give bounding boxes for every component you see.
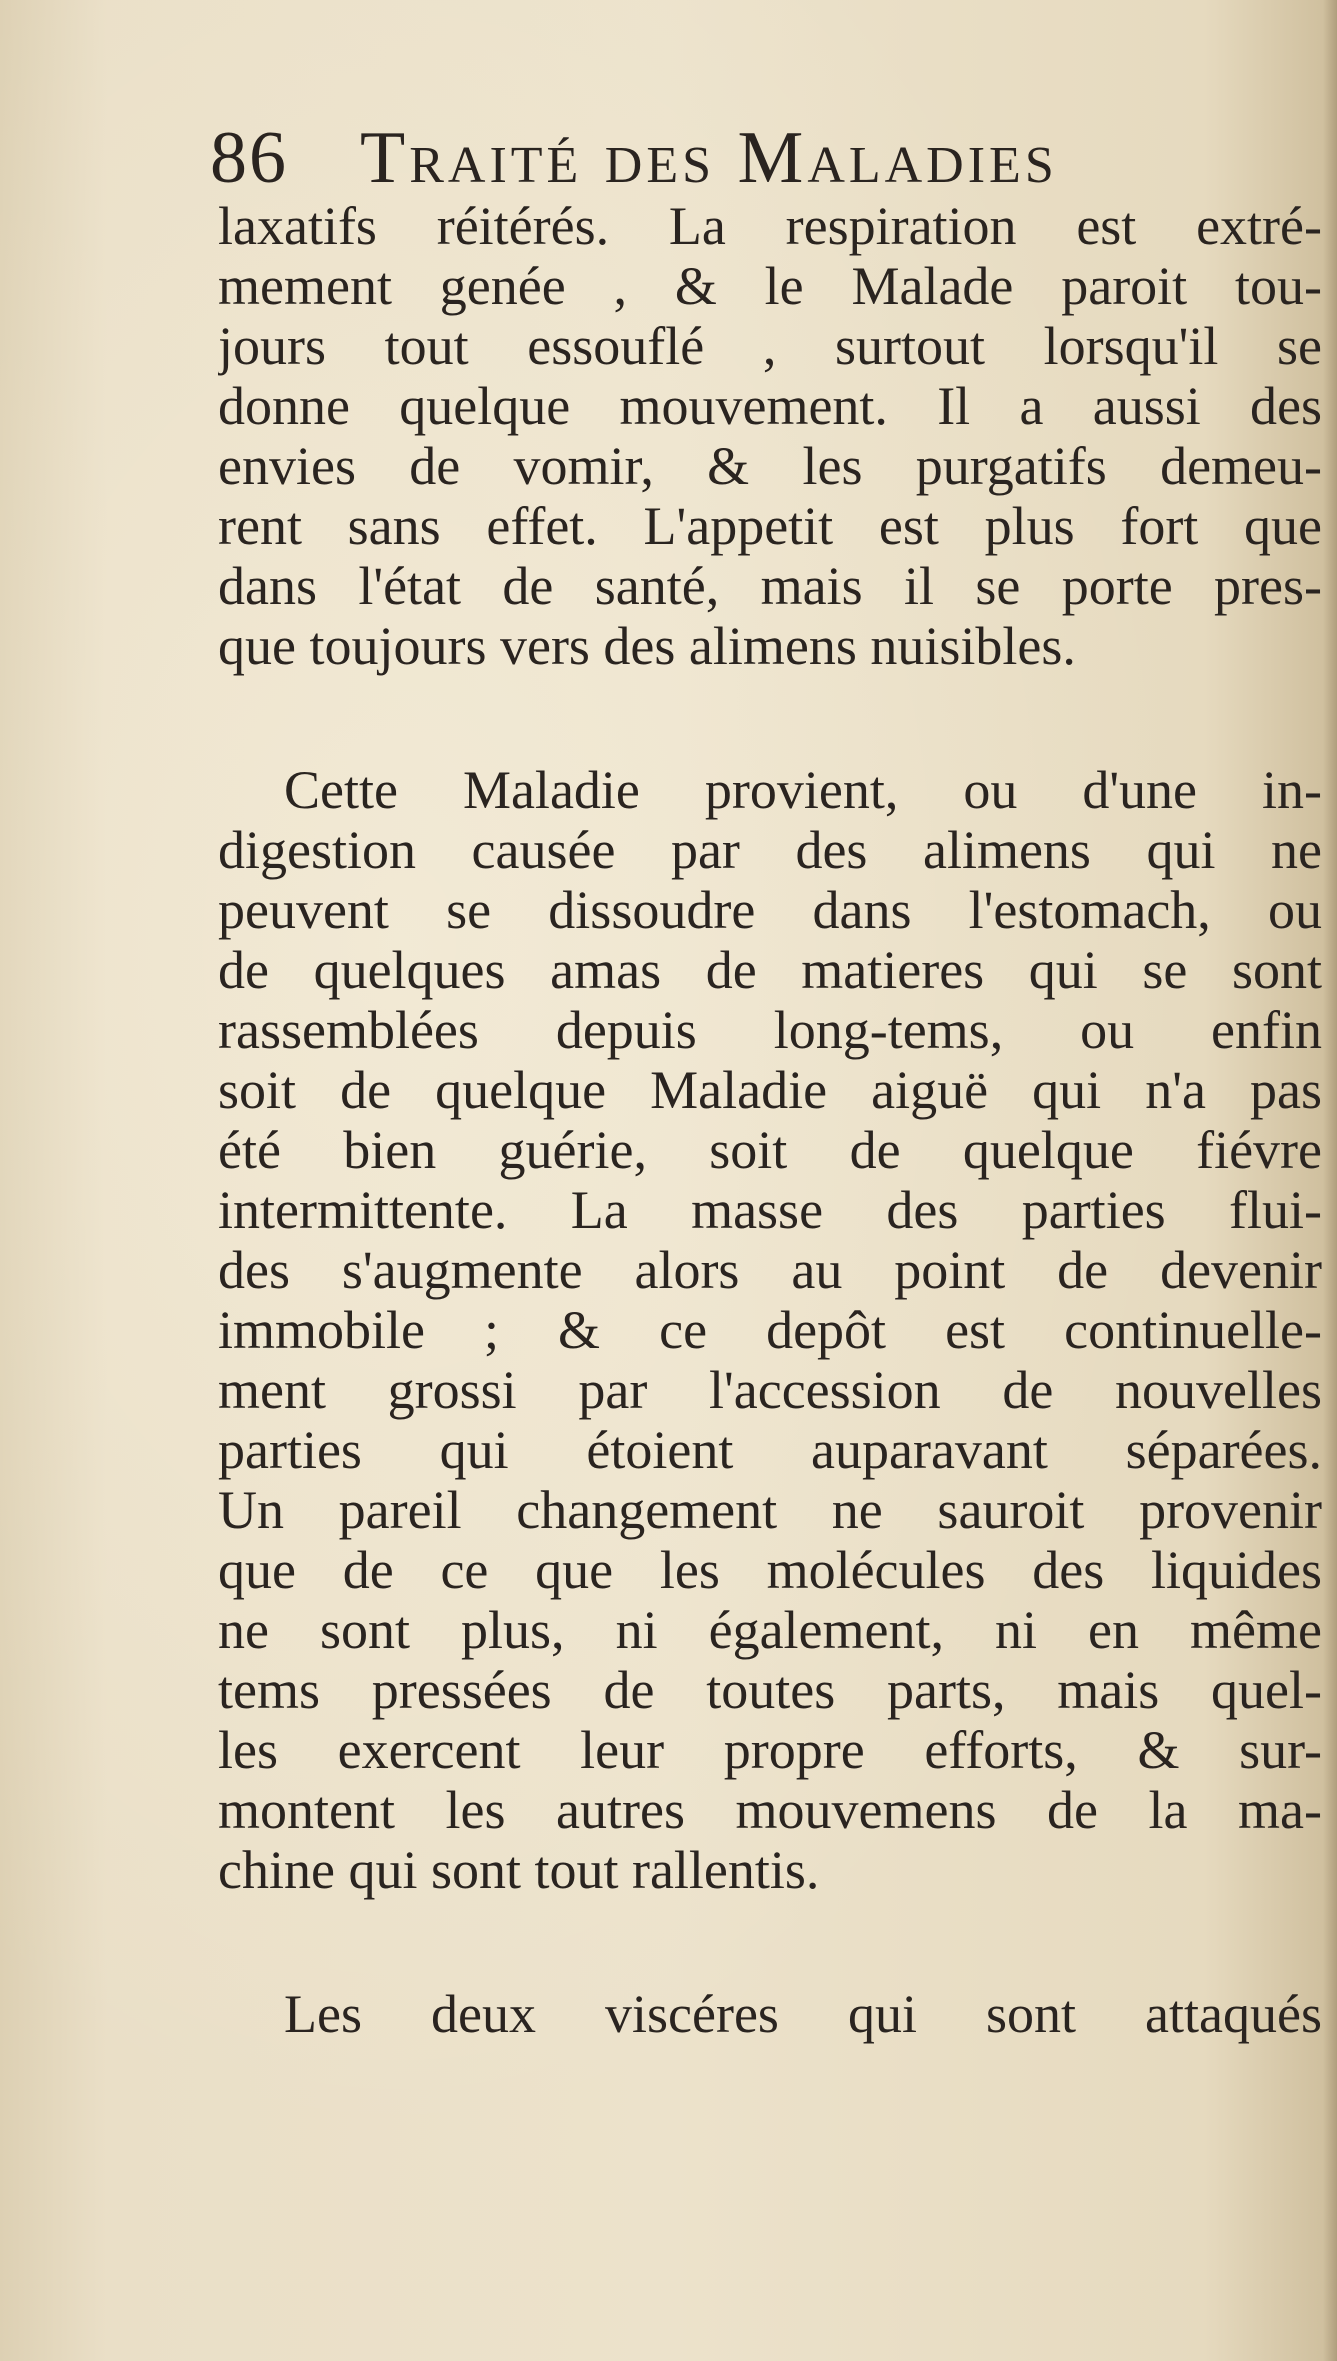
running-header — [210, 108, 1250, 208]
text-line-last: chine qui sont tout rallentis. — [218, 1840, 820, 1900]
text-line: tems pressées de toutes parts, mais quel- — [218, 1660, 1322, 1720]
text-line: digestion causée par des alimens qui ne — [218, 820, 1322, 880]
text-line: peuvent se dissoudre dans l'estomach, ou — [218, 880, 1322, 940]
text-line: les exercent leur propre efforts, & sur- — [218, 1720, 1322, 1780]
text-line: rassemblées depuis long-tems, ou enfin — [218, 1000, 1322, 1060]
text-line: immobile ; & ce depôt est continuelle- — [218, 1300, 1322, 1360]
text-line: laxatifs réitérés. La respiration est extré- — [218, 196, 1322, 256]
text-line: jours tout essouflé , surtout lorsqu'il se — [218, 316, 1322, 376]
text-line: mement genée , & le Malade paroit tou- — [218, 256, 1322, 316]
text-line: rent sans effet. L'appetit est plus fort que — [218, 496, 1322, 556]
text-line-last: que toujours vers des alimens nuisibles. — [218, 616, 1076, 676]
text-line: parties qui étoient auparavant séparées. — [218, 1420, 1322, 1480]
running-title: Traité des Maladies — [360, 117, 1058, 199]
page-number: 86 — [210, 117, 288, 199]
page-edge-shadow — [1323, 0, 1337, 2361]
text-line: dans l'état de santé, mais il se porte pres- — [218, 556, 1322, 616]
text-line-indented: Les deux viscéres qui sont attaqués — [284, 1984, 1322, 2044]
text-line: Un pareil changement ne sauroit provenir — [218, 1480, 1322, 1540]
text-line: intermittente. La masse des parties flui- — [218, 1180, 1322, 1240]
text-line: ne sont plus, ni également, ni en même — [218, 1600, 1322, 1660]
text-line: soit de quelque Maladie aiguë qui n'a pas — [218, 1060, 1322, 1120]
text-line: ment grossi par l'accession de nouvelles — [218, 1360, 1322, 1420]
text-line: donne quelque mouvement. Il a aussi des — [218, 376, 1322, 436]
paragraph-gap — [218, 1900, 1322, 1984]
paragraph-gap — [218, 676, 1322, 760]
text-line: été bien guérie, soit de quelque fiévre — [218, 1120, 1322, 1180]
text-line: envies de vomir, & les purgatifs demeu- — [218, 436, 1322, 496]
body-text — [218, 196, 1322, 2044]
text-line-indented: Cette Maladie provient, ou d'une in- — [284, 760, 1322, 820]
text-line: que de ce que les molécules des liquides — [218, 1540, 1322, 1600]
text-line: de quelques amas de matieres qui se sont — [218, 940, 1322, 1000]
text-line: montent les autres mouvemens de la ma- — [218, 1780, 1322, 1840]
text-line: des s'augmente alors au point de devenir — [218, 1240, 1322, 1300]
